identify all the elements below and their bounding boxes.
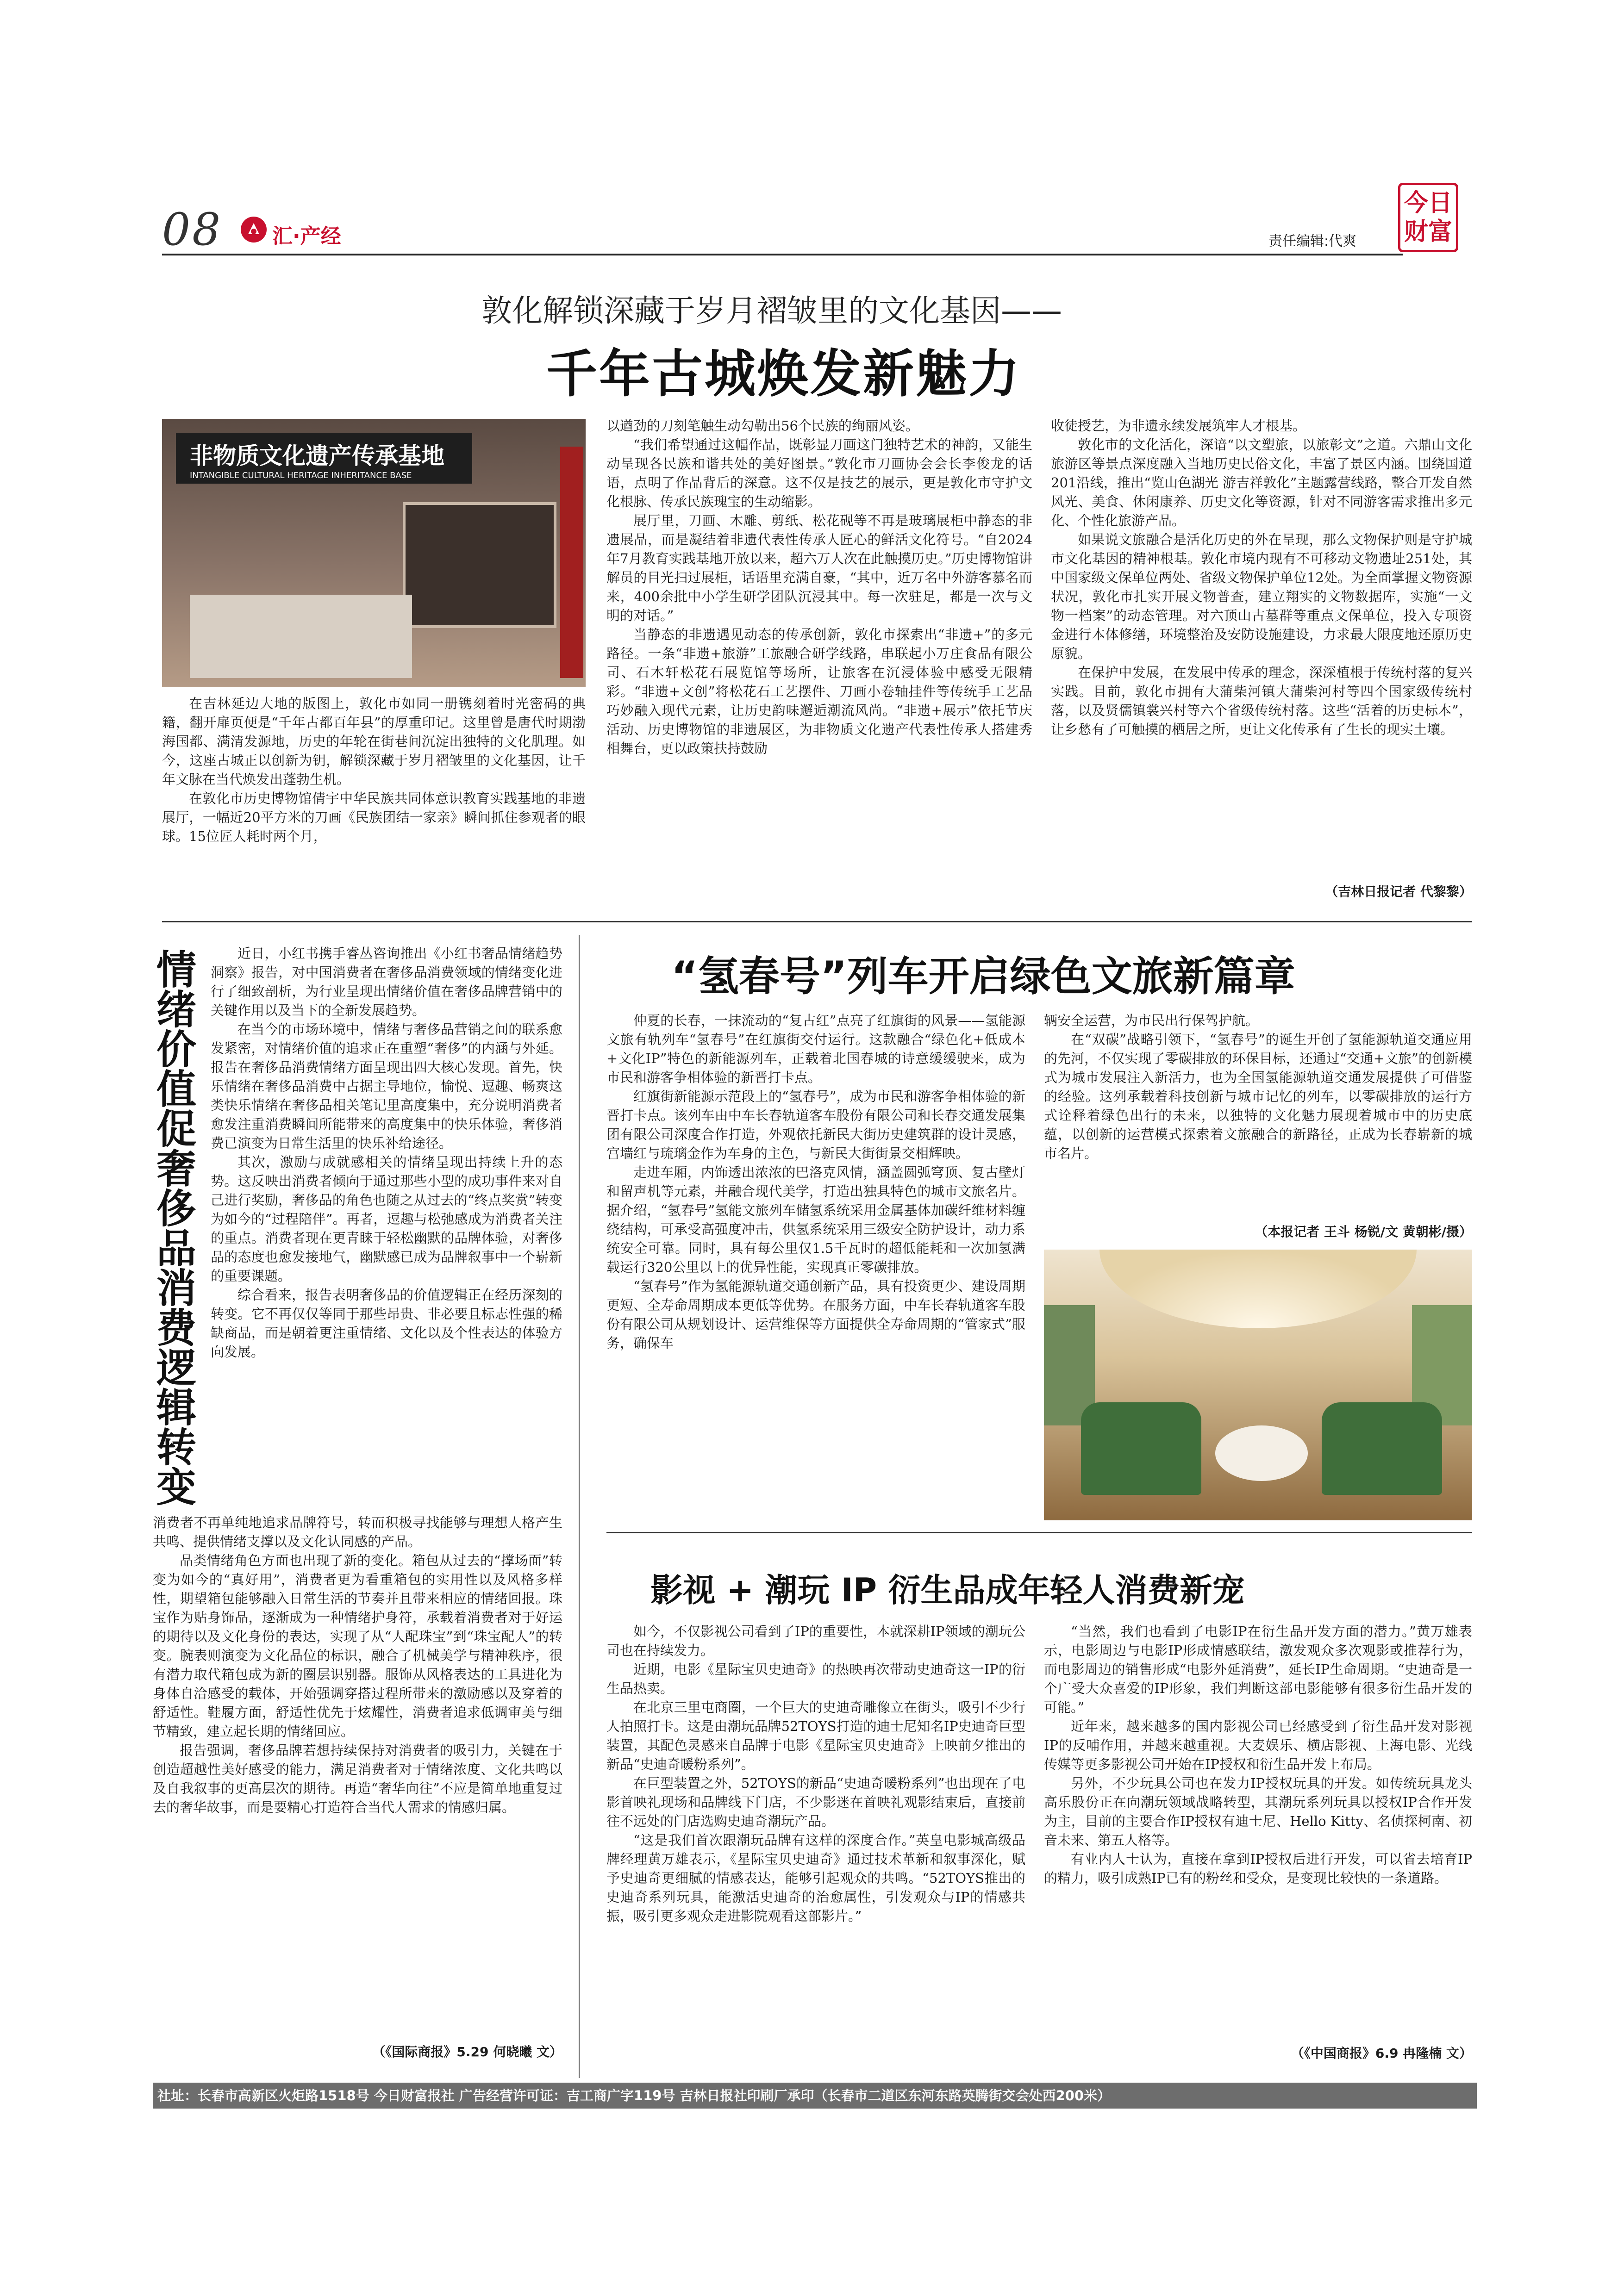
header-rule — [162, 254, 1403, 255]
red-banner — [560, 447, 583, 678]
article3-col1 — [606, 1011, 1025, 1520]
article4-col2 — [1044, 1622, 1472, 2039]
article4-col1 — [606, 1622, 1025, 2078]
paragraph: 当静态的非遗遇见动态的传承创新，敦化市探索出“非遗+”的多元路径。一条“非遗+旅游”工旅融合研学线路，串联起小万庄食品有限公司、石木轩松花石展览馆等场所，让旅客在沉浸体验中感受无限精彩。“非遗+文创”将松花石工艺摆件、刀画小卷轴挂件等传统手工艺品巧妙融入现代元素，让历史韵味邂逅潮流风尚。“非遗+展示”依托节庆活动、历史博物馆的非遗展区，为非物质文化遗产代表性传承人搭建秀相舞台，更以政策扶持鼓励 — [606, 627, 1032, 756]
article3-col2 — [1044, 1011, 1472, 1222]
paragraph: 敦化市的文化活化，深谙“以文塑旅，以旅彰文”之道。六鼎山文化旅游区等景点深度融入当地历史民俗文化，丰富了景区内涵。围绕国道201沿线，推出“览山色湖光 游吉祥敦化”主题露营线路，整合开发自然风光、美食、休闲康养、历史文化等资源，针对不同游客需求推出多元化、个性化旅游产品。 — [1051, 437, 1472, 529]
article4-byline: （《中国商报》6.9 冉隆楠 文） — [1291, 2046, 1472, 2061]
heritage-base-photo — [162, 419, 586, 687]
train-ceiling — [1099, 1250, 1417, 1328]
green-seat-left — [1081, 1402, 1201, 1495]
paragraph: 有业内人士认为，直接在拿到IP授权后进行开发，可以省去培育IP的精力，吸引成熟IP已有的粉丝和受众，是变现比较快的一条道路。 — [1044, 1851, 1472, 1886]
brand-logo-text: 今日财富 — [1404, 189, 1452, 246]
article4-title: 影视 + 潮玩 IP 衍生品成年轻人消费新宠 — [650, 1571, 1245, 1609]
paragraph: 走进车厢，内饰透出浓浓的巴洛克风情，涵盖圆弧穹顶、复古壁灯和留声机等元素，并融合现代美学，打造出独具特色的城市文旅名片。据介绍，“氢春号”氢能文旅列车储氢系统采用金属基体加碳纤维材料缠绕结构，可承受高强度冲击，供氢系统采用三级安全防护设计，动力系统安全可靠。同时，具有每公里仅1.5千瓦时的超低能耗和一次加氢满载运行320公里以上的优异性能，实现真正零碳排放。 — [606, 1164, 1025, 1275]
paragraph: 如果说文旅融合是活化历史的外在呈现，那么文物保护则是守护城市文化基因的精神根基。敦化市境内现有不可移动文物遗址251处，其中国家级文保单位两处、省级文物保护单位12处。为全面掌握文物资源状况，敦化市扎实开展文物普查，建立翔实的文物数据库，实施“一文物一档案”的动态管理。对六顶山古墓群等重点文保单位，投入专项资金进行本体修缮，环境整治及安防设施建设，力求最大限度地还原历史原貌。 — [1051, 532, 1472, 661]
section-divider — [162, 921, 1472, 922]
photo-sign-text: 非物质文化遗产传承基地 — [190, 442, 444, 469]
center-table — [1215, 1425, 1308, 1481]
paragraph: 近年来，越来越多的国内影视公司已经感受到了衍生品开发对影视IP的反哺作用，并越来越重视。大麦娱乐、横店影视、上海电影、光线传媒等更多影视公司开始在IP授权和衍生品开发上布局。 — [1044, 1718, 1472, 1772]
paragraph: 近期，电影《星际宝贝史迪奇》的热映再次带动史迪奇这一IP的衍生品热卖。 — [606, 1661, 1025, 1696]
paragraph: 在“双碳”战略引领下，“氢春号”的诞生开创了氢能源轨道交通应用的先河，不仅实现了零碳排放的环保目标，还通过“交通+文旅”的创新模式为城市发展注入新活力，也为全国氢能源轨道交通发展提供了可借鉴的经验。这列承载着科技创新与城市记忆的列车，以零碳排放的运行方式诠释着绿色出行的未来，以独特的文化魅力展现着城市中的历史底蕴，以创新的运营模式探索着文旅融合的新路径，正成为长春崭新的城市名片。 — [1044, 1032, 1472, 1161]
section-name: 汇·产经 — [272, 224, 341, 248]
paragraph: 在敦化市历史博物馆倩宇中华民族共同体意识教育实践基地的非遗展厅，一幅近20平方米的刀画《民族团结一家亲》瞬间抓住参观者的眼球。15位匠人耗时两个月， — [162, 790, 586, 844]
train-interior-photo — [1044, 1250, 1472, 1520]
paragraph: “我们希望通过这幅作品，既彰显刀画这门独特艺术的神韵，又能生动呈现各民族和谐共处的美好图景。”敦化市刀画协会会长李俊龙的话语，点明了作品背后的深意。这不仅是技艺的展示，更是敦化市守护文化根脉、传承民族瑰宝的生动缩影。 — [606, 437, 1032, 510]
paragraph: 在巨型装置之外，52TOYS的新品“史迪奇暖粉系列”也出现在了电影首映礼现场和品牌线下门店，不少影迷在首映礼观影结束后，直接前往不远处的门店选购史迪奇潮玩产品。 — [606, 1775, 1025, 1829]
article2-title-text: 情绪价值促奢侈品消费逻辑转变 — [150, 949, 196, 1506]
article1-kicker: 敦化解锁深藏于岁月褶皱里的文化基因—— — [481, 293, 1062, 329]
brand-logo — [1398, 183, 1458, 252]
photo-sign-text-en: INTANGIBLE CULTURAL HERITAGE INHERITANCE BASE — [190, 471, 412, 480]
paragraph: 另外，不少玩具公司也在发力IP授权玩具的开发。如传统玩具龙头高乐股份正在向潮玩领域战略转型，其潮玩系列玩具以授权IP合作开发为主，目前的主要合作IP授权有迪士尼、Hello Kitty、名侦探柯南、初音未来、第五人格等。 — [1044, 1775, 1472, 1848]
article1-col3 — [1051, 417, 1472, 879]
paragraph: 仲夏的长春，一抹流动的“复古红”点亮了红旗街的风景——氢能源文旅有轨列车“氢春号”在红旗街交付运行。这款融合“绿色化+低成本+文化IP”特色的新能源列车，正载着北国春城的诗意缓缓驶来，成为市民和游客争相体验的新晋打卡点。 — [606, 1013, 1025, 1085]
article2-col-top — [211, 944, 562, 1511]
paragraph: 收徒授艺，为非遗永续发展筑牢人才根基。 — [1051, 418, 1306, 434]
article3-title: “氢春号”列车开启绿色文旅新篇章 — [671, 952, 1295, 1000]
paragraph: 红旗街新能源示范段上的“氢春号”，成为市民和游客争相体验的新晋打卡点。该列车由中车长春轨道客车股份有限公司和长春交通发展集团有限公司深度合作打造，外观依托新民大街历史建筑群的设计灵感，宫墙红与琉璃金作为车身的主色，与新民大街街景交相辉映。 — [606, 1089, 1025, 1161]
article2-byline: （《国际商报》5.29 何晓曦 文） — [372, 2044, 562, 2060]
article1-col2 — [606, 417, 1032, 916]
paragraph: 消费者不再单纯地追求品牌符号，转而积极寻找能够与理想人格产生共鸣、提供情绪支撑以及文化认同感的产品。 — [153, 1515, 562, 1549]
paragraph: “当然，我们也看到了电影IP在衍生品开发方面的潜力。”黄万雄表示，电影周边与电影IP形成情感联结，激发观众多次观影或推荐行为，而电影周边的销售形成“电影外延消费”，延长IP生命周期。“史迪奇是一个广受大众喜爱的IP形象，我们判断这部电影能够有很多衍生品开发的可能。” — [1044, 1624, 1472, 1715]
green-seat-right — [1322, 1402, 1442, 1495]
article2-col-bottom — [153, 1513, 562, 2036]
paragraph: 其次，激励与成就感相关的情绪呈现出持续上升的态势。这反映出消费者倾向于通过那些小型的成功事件来对自己进行奖励，奢侈品的角色也随之从过去的“终点奖赏”转变为如今的“过程陪伴”。再者，逗趣与松弛感成为消费者关注的重点。消费者现在更青睐于轻松幽默的品牌体验，对奢侈品的态度也愈发接地气，幽默感已成为品牌叙事中一个崭新的重要课题。 — [211, 1154, 562, 1284]
paragraph: 近日，小红书携手睿丛咨询推出《小红书奢品情绪趋势洞察》报告，对中国消费者在奢侈品消费领域的情绪变化进行了细致剖析，为行业呈现出情绪价值在奢侈品牌营销中的关键作用以及当下的全新发展趋势。 — [211, 946, 562, 1018]
paragraph: 如今，不仅影视公司看到了IP的重要性，本就深耕IP领域的潮玩公司也在持续发力。 — [606, 1624, 1025, 1658]
display-shelf — [403, 502, 556, 628]
article3-byline: （本报记者 王斗 杨锐/文 黄朝彬/摄） — [1255, 1224, 1472, 1239]
paragraph: 在当今的市场环境中，情绪与奢侈品营销之间的联系愈发紧密，对情绪价值的追求正在重塑“奢侈”的内涵与外延。报告在奢侈品消费情绪方面呈现出四大核心发现。首先，快乐情绪在奢侈品消费中占据主导地位，愉悦、逗趣、畅爽这类快乐情绪在奢侈品相关笔记里高度集中，充分说明消费者愈发注重消费瞬间所能带来的高度集中的快乐体验，奢侈消费已演变为日常生活里的快乐补给途径。 — [211, 1021, 562, 1151]
paragraph: “氢春号”作为氢能源轨道交通创新产品，具有投资更少、建设周期更短、全寿命周期成本更低等优势。在服务方面，中车长春轨道客车股份有限公司从规划设计、运营维保等方面提供全寿命周期的“管家式”服务，确保车 — [606, 1278, 1025, 1351]
article2-title — [150, 949, 197, 1506]
page-number: 08 — [162, 204, 223, 255]
footer-text: 社址：长春市高新区火炬路1518号 今日财富报社 广告经营许可证：吉工商广字119号 吉林日报社印刷厂承印（长春市二道区东河东路英腾街交会处西200米） — [157, 2088, 1111, 2103]
paragraph: “这是我们首次跟潮玩品牌有这样的深度合作。”英皇电影城高级品牌经理黄万雄表示，《星际宝贝史迪奇》通过技术革新和叙事深化，赋予史迪奇更细腻的情感表达，能够引起观众的共鸣。“52TOYS推出的史迪奇系列玩具，能激活史迪奇的治愈属性，引发观众与IP的情感共振，吸引更多观众走进影院观看这部影片。” — [606, 1832, 1025, 1924]
paragraph: 品类情绪角色方面也出现了新的变化。箱包从过去的“撑场面”转变为如今的“真好用”，消费者更为看重箱包的实用性以及风格多样性，期望箱包能够融入日常生活的节奏并且带来相应的情绪回报。珠宝作为贴身饰品，逐渐成为一种情绪护身符，承载着消费者对于好运的期待以及文化身份的表达，实现了从“人配珠宝”到“珠宝配人”的转变。腕表则演变为文化品位的标识，融合了机械美学与精神秩序，很有潜力取代箱包成为新的圈层识别器。服饰从风格表达的工具进化为身体自洽感受的载体，开始强调穿搭过程所带来的激励感以及穿着的舒适性。鞋履方面，舒适性优先于炫耀性，消费者追求低调审美与细节精致，建立起长期的情绪回应。 — [153, 1553, 562, 1739]
paragraph: 在北京三里屯商圈，一个巨大的史迪奇雕像立在街头，吸引不少行人拍照打卡。这是由潮玩品牌52TOYS打造的迪士尼知名IP史迪奇巨型装置，其配色灵感来自品牌于电影《星际宝贝史迪奇》上映前夕推出的新品“史迪奇暖粉系列”。 — [606, 1699, 1025, 1772]
display-table — [190, 595, 412, 678]
article1-col1 — [162, 694, 586, 916]
paragraph: 以遒劲的刀刻笔触生动勾勒出56个民族的绚丽风姿。 — [606, 418, 919, 434]
paragraph: 展厅里，刀画、木雕、剪纸、松花砚等不再是玻璃展柜中静态的非遗展品，而是凝结着非遗代表性传承人匠心的鲜活文化符号。“自2024年7月教育实践基地开放以来，超六万人次在此触摸历史。”历史博物馆讲解员的目光扫过展柜，话语里充满自豪，“其中，近万名中外游客慕名而来，400余批中小学生研学团队沉浸其中。每一次驻足，都是一次与文明的对话。” — [606, 513, 1032, 623]
footer-bar — [153, 2083, 1477, 2109]
paragraph: 在吉林延边大地的版图上，敦化市如同一册镌刻着时光密码的典籍，翻开扉页便是“千年古都百年县”的厚重印记。这里曾是唐代时期渤海国都、满清发源地，历史的年轮在街巷间沉淀出独特的文化肌理。如今，这座古城正以创新为钥，解锁深藏于岁月褶皱里的文化基因，让千年文脉在当代焕发出蓬勃生机。 — [162, 696, 586, 787]
photo-sign-board — [176, 433, 472, 484]
article1-title: 千年古城焕发新魅力 — [546, 344, 1021, 404]
section-logo-icon — [241, 217, 267, 243]
article1-byline: （吉林日报记者 代黎黎） — [1325, 884, 1472, 899]
column-divider — [579, 935, 580, 2078]
editor-label: 责任编辑:代爽 — [1268, 233, 1357, 249]
paragraph: 综合看来，报告表明奢侈品的价值逻辑正在经历深刻的转变。它不再仅仅等同于那些昂贵、非必要且标志性强的稀缺商品，而是朝着更注重情绪、文化以及个性表达的体验方向发展。 — [211, 1287, 562, 1360]
paragraph: 辆安全运营，为市民出行保驾护航。 — [1044, 1013, 1259, 1028]
paragraph: 在保护中发展，在发展中传承的理念，深深植根于传统村落的复兴实践。目前，敦化市拥有大蒲柴河镇大蒲柴河村等四个国家级传统村落，以及贤儒镇裳兴村等六个省级传统村落。这些“活着的历史标本”，让乡愁有了可触摸的栖居之所，更让文化传承有了生长的现实土壤。 — [1051, 665, 1472, 737]
paragraph: 报告强调，奢侈品牌若想持续保持对消费者的吸引力，关键在于创造超越性美好感受的能力，满足消费者对于情绪浓度、文化共鸣以及自我叙事的更高层次的期待。再造“奢华向往”不应是简单地重复过去的奢华故事，而是要精心打造符合当代人需求的情感归属。 — [153, 1742, 562, 1815]
section-divider — [606, 1532, 1472, 1533]
